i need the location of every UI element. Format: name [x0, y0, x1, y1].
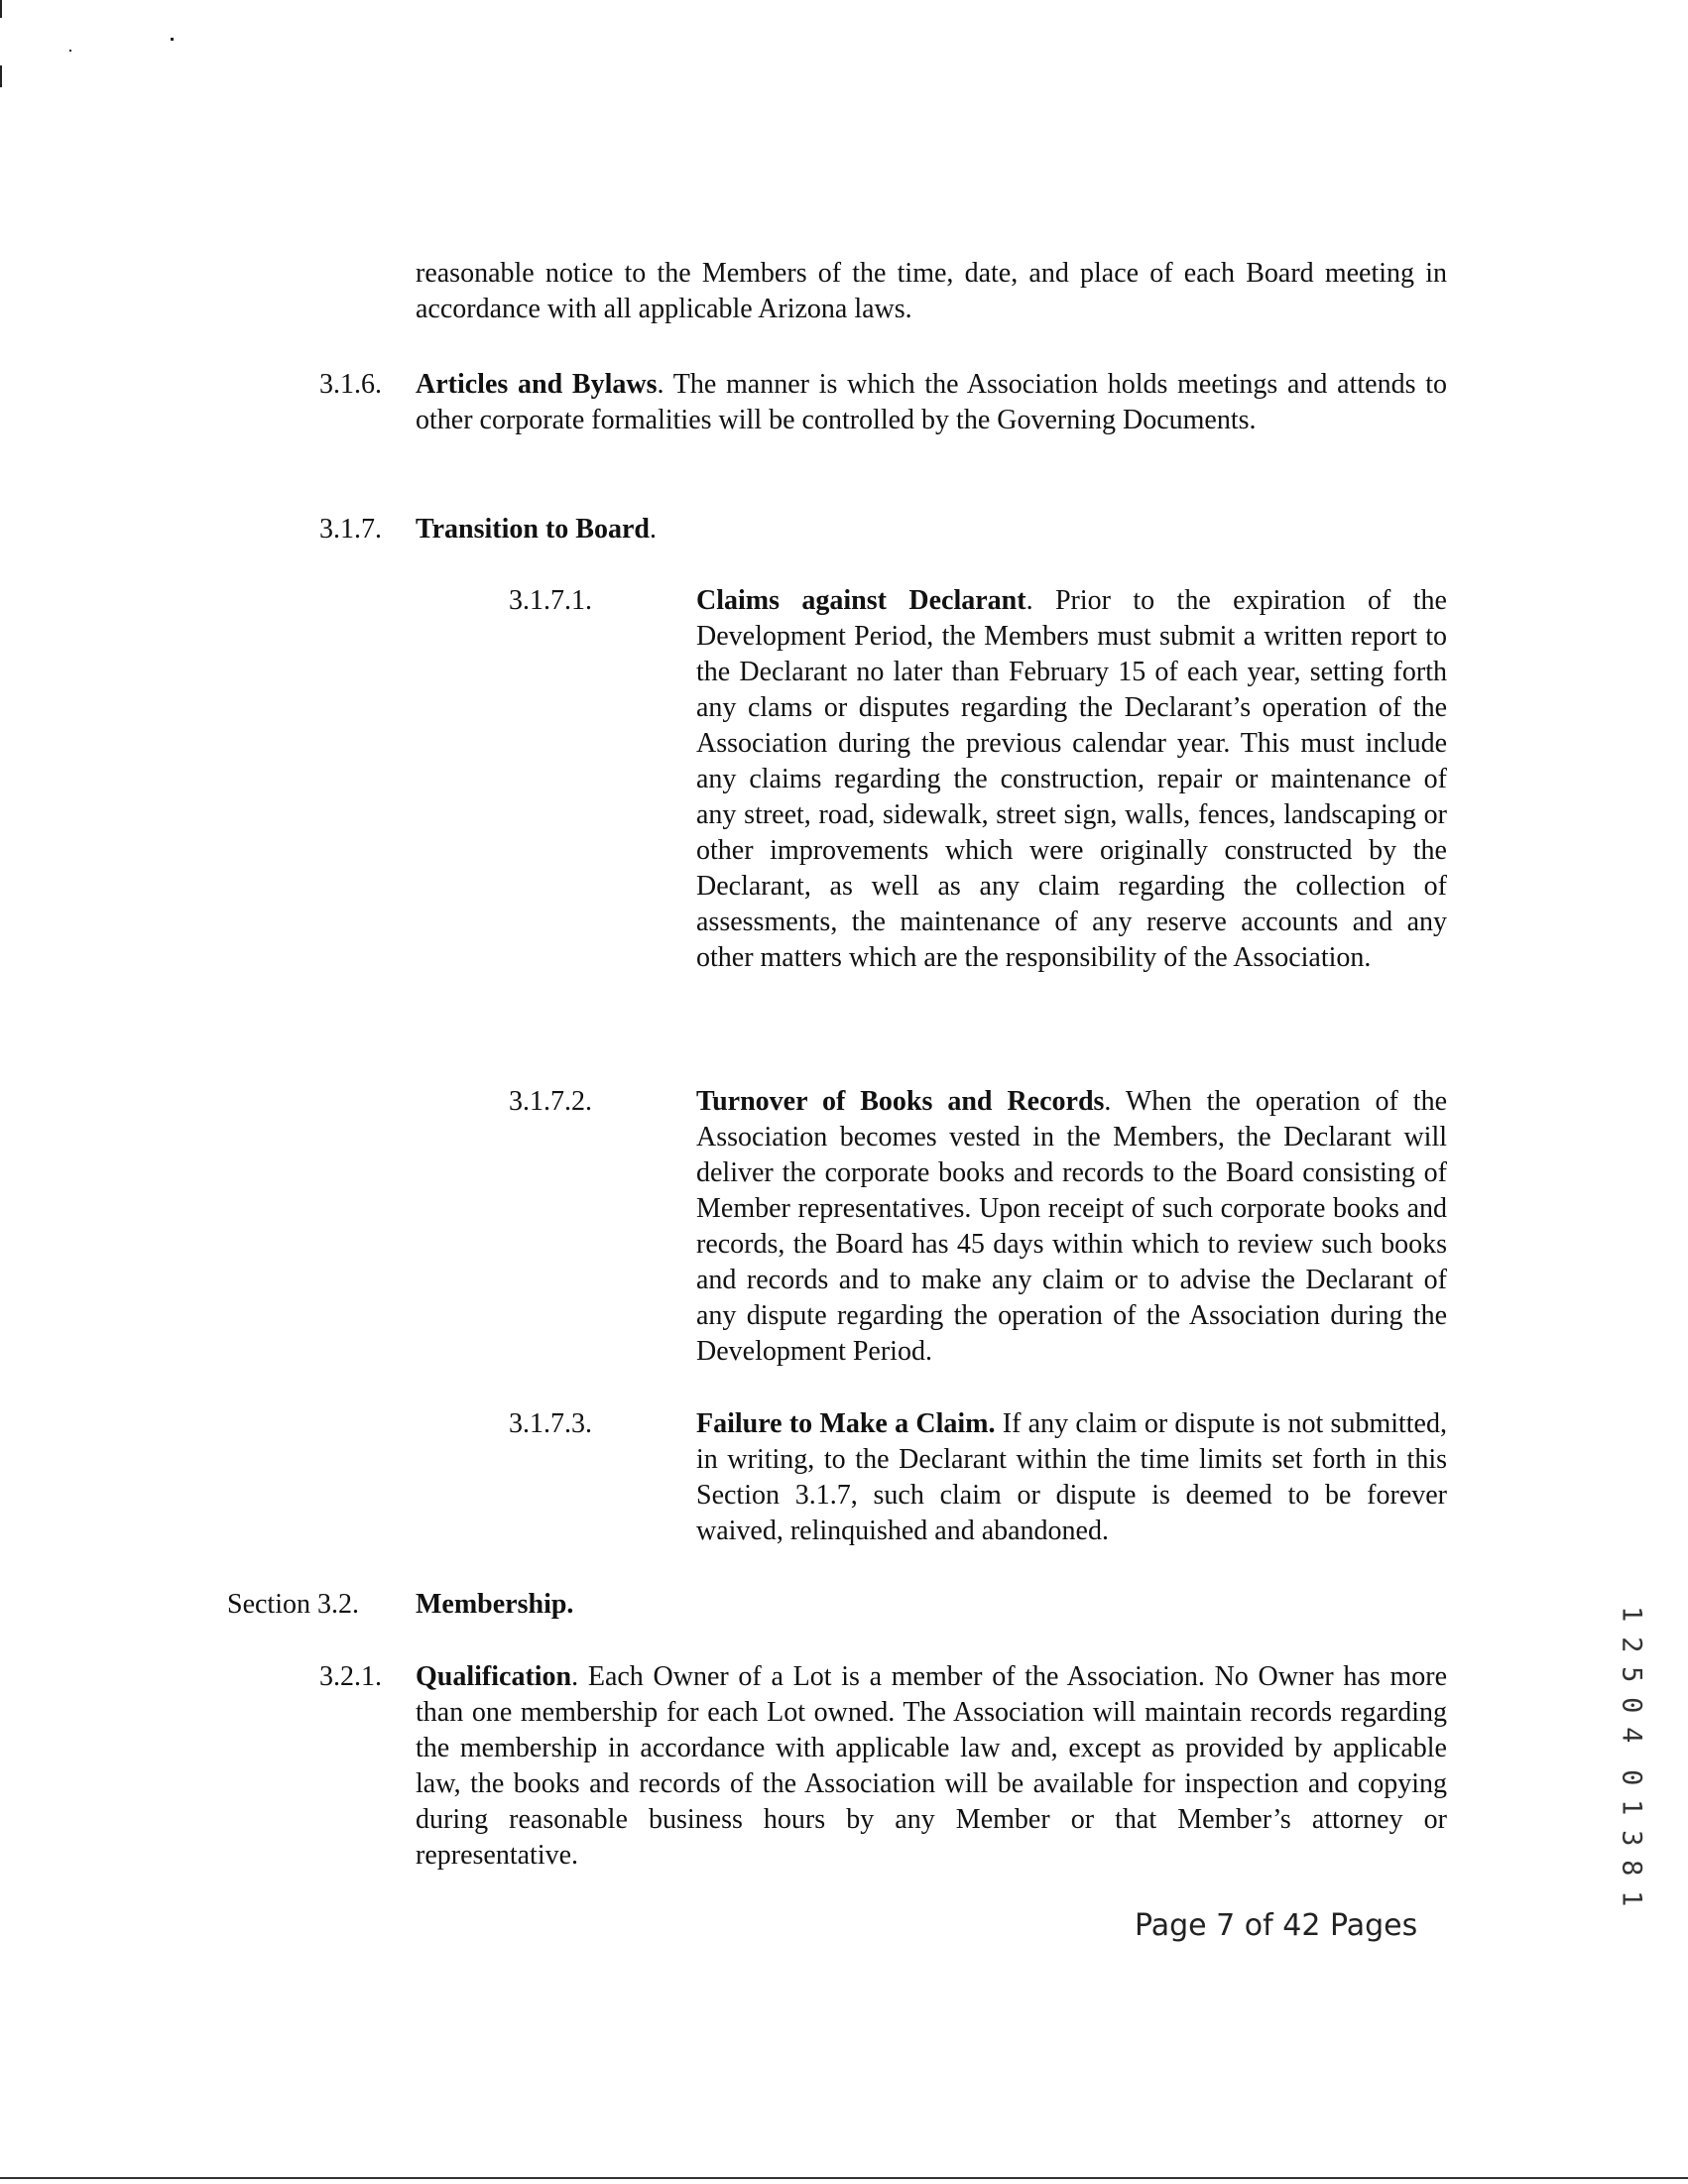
stamp-digit: 4	[1616, 1727, 1647, 1744]
stamp-digit: 1	[1616, 1889, 1647, 1906]
subsection-heading: Turnover of Books and Records	[696, 1086, 1105, 1117]
subsection-paragraph-3-1-7-2	[696, 1084, 1447, 1370]
recording-stamp-part1	[1614, 1599, 1647, 1751]
subsection-heading: Failure to Make a Claim.	[696, 1408, 996, 1439]
stamp-digit: 1	[1616, 1799, 1647, 1816]
scan-dot	[171, 38, 174, 41]
subsection-heading: Claims against Declarant	[696, 585, 1026, 616]
subsection-paragraph-3-1-7-1	[696, 583, 1447, 976]
scan-mark	[0, 65, 2, 87]
continuation-paragraph: reasonable notice to the Members of the time, date, and place of each Board meeting in accordance with all applicable Arizona laws.	[416, 258, 1447, 324]
subsection-text: . When the operation of the Association becomes vested in the Members, the Declarant will deliver the corporate books and records to the Board consisting of Member representatives. Upon receipt of such corporate books and records, the Board has 45 days within which to review such books and records and to make any claim or to advise the Declarant of any dispute regarding the operation of the Association during the Development Period.	[696, 1086, 1447, 1367]
subsection-number: 3.1.7.3.	[509, 1408, 592, 1439]
stamp-digit: 3	[1616, 1829, 1647, 1846]
subsection-number: 3.1.7.1.	[509, 585, 592, 616]
stamp-digit: 0	[1616, 1696, 1647, 1713]
section-heading-membership: Membership.	[416, 1589, 574, 1620]
section-number: 3.2.1.	[319, 1661, 382, 1692]
subsection-text: If any claim or dispute is not submitted, in writing, to the Declarant within the time limits set forth in this Section 3.1.7, such claim or dispute is deemed to be forever waived, relinquished and abandoned.	[696, 1408, 1447, 1546]
section-text: .	[649, 514, 657, 545]
section-heading: Qualification	[416, 1661, 572, 1692]
section-paragraph-3-1-6	[416, 367, 1447, 438]
scan-dot	[69, 50, 71, 52]
section-number: 3.1.6.	[319, 369, 382, 400]
section-paragraph-3-2-1	[416, 1659, 1447, 1874]
section-heading: Articles and Bylaws	[416, 369, 658, 400]
recording-stamp	[1614, 1599, 1647, 1913]
stamp-digit: 5	[1616, 1666, 1647, 1683]
recording-stamp-part2	[1614, 1762, 1647, 1914]
stamp-digit: 1	[1616, 1606, 1647, 1623]
scan-mark	[0, 0, 2, 18]
section-heading: Transition to Board	[416, 514, 650, 545]
section-label: Section 3.2.	[227, 1589, 359, 1620]
stamp-digit: 8	[1616, 1860, 1647, 1877]
subsection-paragraph-3-1-7-3	[696, 1406, 1447, 1549]
section-text: . The manner is which the Association holds meetings and attends to other corporate formalities will be controlled by the Governing Documents.	[416, 369, 1447, 435]
section-text: . Each Owner of a Lot is a member of the Association. No Owner has more than one membership for each Lot owned. The Association will maintain records regarding the membership in accordance with applicable law and, except as provided by applicable law, the books and records of the Association will be available for inspection and copying during reasonable business hours by any Member or that Member’s attorney or representative.	[416, 1661, 1447, 1871]
stamp-digit: 0	[1616, 1768, 1647, 1785]
page-number-footer: Page 7 of 42 Pages	[1135, 1908, 1418, 1943]
section-paragraph-3-1-7	[416, 512, 1447, 547]
scan-bottom-edge	[0, 2177, 1688, 2179]
subsection-number: 3.1.7.2.	[509, 1086, 592, 1117]
section-number: 3.1.7.	[319, 514, 382, 545]
subsection-text: . Prior to the expiration of the Development Period, the Members must submit a written report to the Declarant no later than February 15 of each year, setting forth any clams or disputes regarding the Declarant’s operation of the Association during the previous calendar year. This must include any claims regarding the construction, repair or maintenance of any street, road, sidewalk, street sign, walls, fences, landscaping or other improvements which were originally constructed by the Declarant, as well as any claim regarding the collection of assessments, the maintenance of any reserve accounts and any other matters which are the responsibility of the Association.	[696, 585, 1447, 973]
stamp-digit: 2	[1616, 1636, 1647, 1652]
